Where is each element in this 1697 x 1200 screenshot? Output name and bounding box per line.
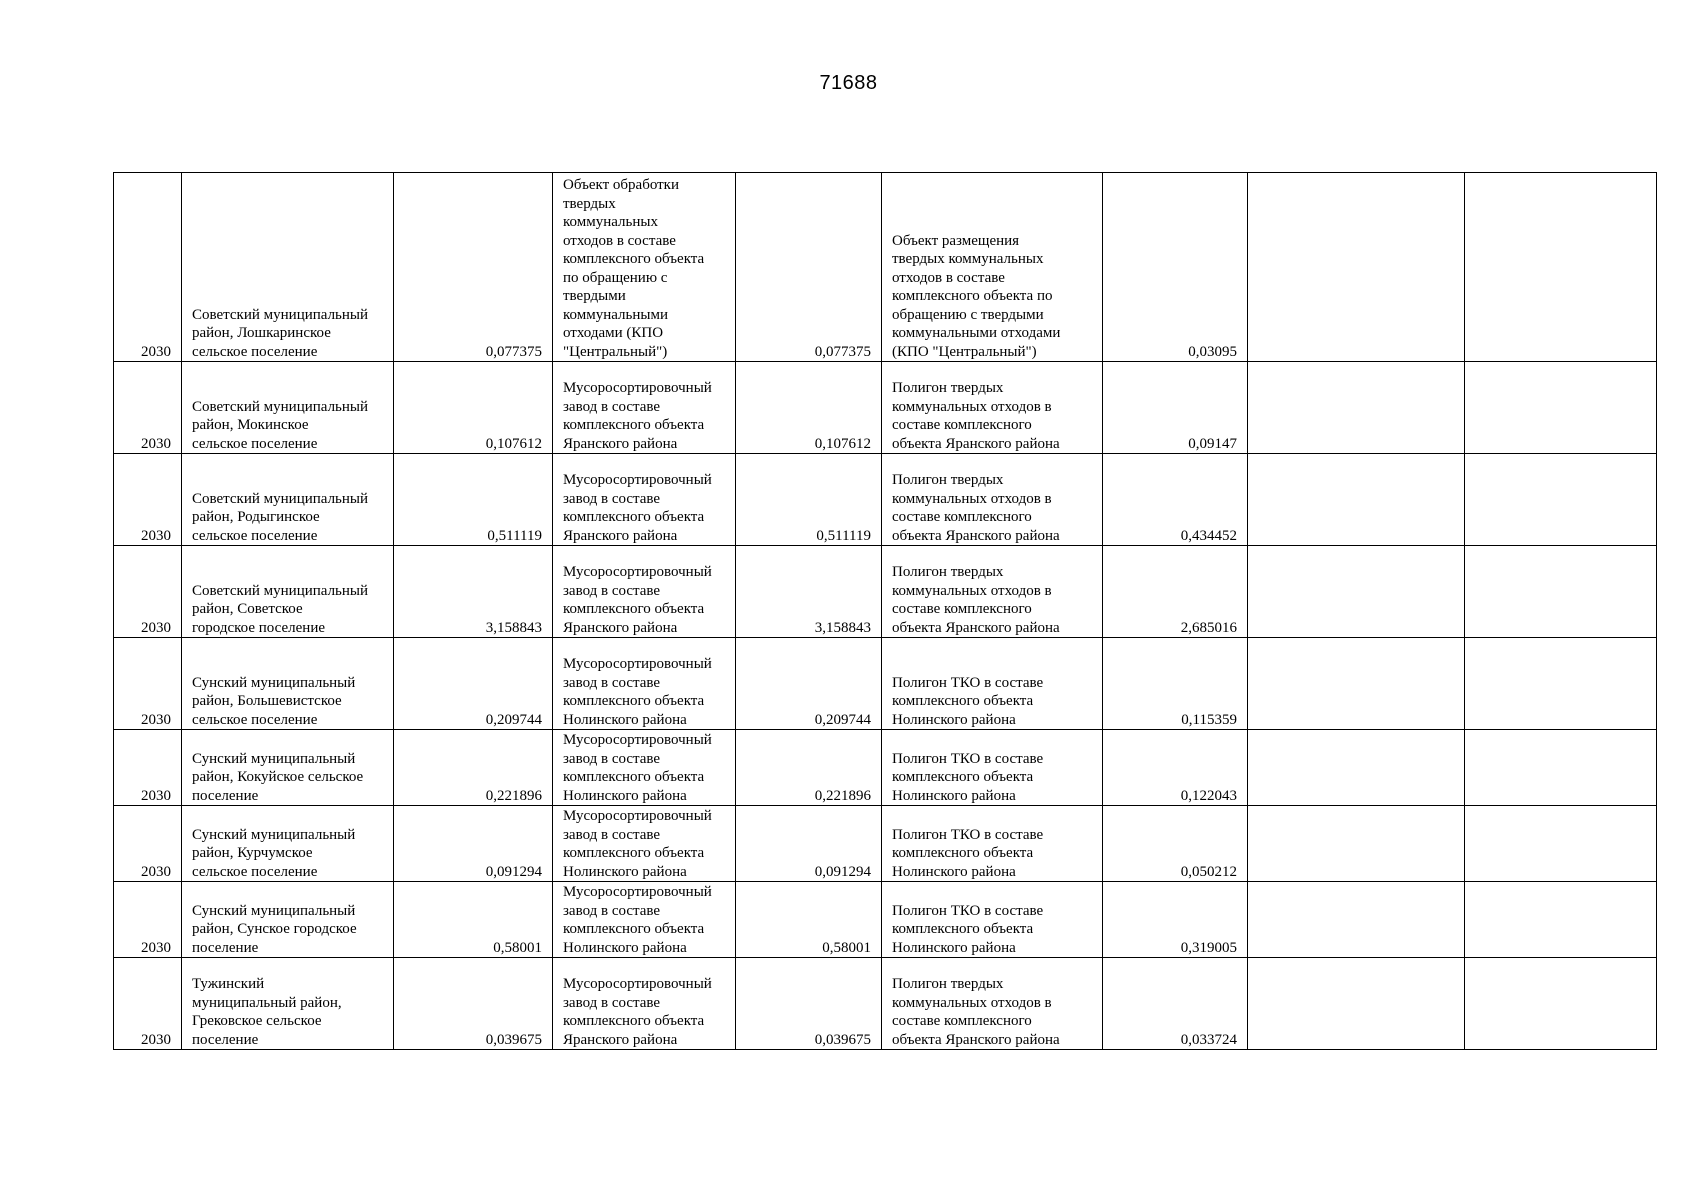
volume-cell: 0,58001 <box>394 882 553 958</box>
year-cell: 2030 <box>114 362 182 454</box>
year-cell: 2030 <box>114 882 182 958</box>
processed-volume-cell: 0,039675 <box>736 958 882 1050</box>
disposed-volume-cell: 0,115359 <box>1103 638 1248 730</box>
processing-object-cell: Объект обработки твердых коммунальных отходов в составе комплексного объекта по обращению с твердыми коммунальными отходами (КПО "Центральный") <box>553 173 736 362</box>
processing-object-cell: Мусоросортировочный завод в составе комплексного объекта Нолинского района <box>553 806 736 882</box>
processing-object-cell: Мусоросортировочный завод в составе комплексного объекта Нолинского района <box>553 730 736 806</box>
disposal-object-cell: Объект размещения твердых коммунальных отходов в составе комплексного объекта по обращению с твердыми коммунальными отходами (КПО "Центральный") <box>882 173 1103 362</box>
empty-cell <box>1248 173 1465 362</box>
empty-cell <box>1248 362 1465 454</box>
empty-cell <box>1248 882 1465 958</box>
processing-object-cell: Мусоросортировочный завод в составе комплексного объекта Нолинского района <box>553 638 736 730</box>
disposed-volume-cell: 2,685016 <box>1103 546 1248 638</box>
processed-volume-cell: 0,511119 <box>736 454 882 546</box>
volume-cell: 0,511119 <box>394 454 553 546</box>
processed-volume-cell: 3,158843 <box>736 546 882 638</box>
municipality-cell: Советский муниципальный район, Мокинское сельское поселение <box>182 362 394 454</box>
processed-volume-cell: 0,209744 <box>736 638 882 730</box>
year-cell: 2030 <box>114 638 182 730</box>
empty-cell <box>1248 958 1465 1050</box>
table-row <box>114 638 1657 730</box>
disposed-volume-cell: 0,033724 <box>1103 958 1248 1050</box>
empty-cell <box>1248 730 1465 806</box>
empty-cell <box>1248 454 1465 546</box>
disposed-volume-cell: 0,319005 <box>1103 882 1248 958</box>
disposal-object-cell: Полигон твердых коммунальных отходов в составе комплексного объекта Яранского района <box>882 362 1103 454</box>
municipality-cell: Тужинский муниципальный район, Грековское сельское поселение <box>182 958 394 1050</box>
empty-cell <box>1465 638 1657 730</box>
empty-cell <box>1465 454 1657 546</box>
processing-object-cell: Мусоросортировочный завод в составе комплексного объекта Нолинского района <box>553 882 736 958</box>
processing-object-cell: Мусоросортировочный завод в составе комплексного объекта Яранского района <box>553 958 736 1050</box>
empty-cell <box>1248 638 1465 730</box>
table-row <box>114 173 1657 362</box>
empty-cell <box>1248 546 1465 638</box>
municipality-cell: Сунский муниципальный район, Сунское городское поселение <box>182 882 394 958</box>
disposed-volume-cell: 0,050212 <box>1103 806 1248 882</box>
disposal-object-cell: Полигон твердых коммунальных отходов в составе комплексного объекта Яранского района <box>882 546 1103 638</box>
municipality-cell: Сунский муниципальный район, Большевистское сельское поселение <box>182 638 394 730</box>
disposed-volume-cell: 0,434452 <box>1103 454 1248 546</box>
empty-cell <box>1465 806 1657 882</box>
disposed-volume-cell: 0,09147 <box>1103 362 1248 454</box>
disposal-object-cell: Полигон твердых коммунальных отходов в составе комплексного объекта Яранского района <box>882 454 1103 546</box>
table-row <box>114 362 1657 454</box>
year-cell: 2030 <box>114 806 182 882</box>
table-row <box>114 882 1657 958</box>
municipality-cell: Советский муниципальный район, Лошкаринское сельское поселение <box>182 173 394 362</box>
table-row <box>114 958 1657 1050</box>
volume-cell: 0,209744 <box>394 638 553 730</box>
disposal-object-cell: Полигон твердых коммунальных отходов в составе комплексного объекта Яранского района <box>882 958 1103 1050</box>
empty-cell <box>1465 173 1657 362</box>
disposed-volume-cell: 0,03095 <box>1103 173 1248 362</box>
volume-cell: 0,077375 <box>394 173 553 362</box>
processed-volume-cell: 0,221896 <box>736 730 882 806</box>
processed-volume-cell: 0,107612 <box>736 362 882 454</box>
disposal-object-cell: Полигон ТКО в составе комплексного объекта Нолинского района <box>882 730 1103 806</box>
table-row <box>114 806 1657 882</box>
volume-cell: 0,039675 <box>394 958 553 1050</box>
processing-object-cell: Мусоросортировочный завод в составе комплексного объекта Яранского района <box>553 546 736 638</box>
processing-object-cell: Мусоросортировочный завод в составе комплексного объекта Яранского района <box>553 454 736 546</box>
volume-cell: 0,091294 <box>394 806 553 882</box>
table-row <box>114 730 1657 806</box>
empty-cell <box>1465 958 1657 1050</box>
empty-cell <box>1465 730 1657 806</box>
municipality-cell: Сунский муниципальный район, Курчумское сельское поселение <box>182 806 394 882</box>
municipality-cell: Советский муниципальный район, Советское городское поселение <box>182 546 394 638</box>
volume-cell: 3,158843 <box>394 546 553 638</box>
year-cell: 2030 <box>114 958 182 1050</box>
year-cell: 2030 <box>114 173 182 362</box>
waste-flow-table <box>113 172 1657 1050</box>
disposed-volume-cell: 0,122043 <box>1103 730 1248 806</box>
disposal-object-cell: Полигон ТКО в составе комплексного объекта Нолинского района <box>882 638 1103 730</box>
disposal-object-cell: Полигон ТКО в составе комплексного объекта Нолинского района <box>882 806 1103 882</box>
volume-cell: 0,221896 <box>394 730 553 806</box>
empty-cell <box>1248 806 1465 882</box>
year-cell: 2030 <box>114 730 182 806</box>
table-row <box>114 454 1657 546</box>
processed-volume-cell: 0,077375 <box>736 173 882 362</box>
disposal-object-cell: Полигон ТКО в составе комплексного объекта Нолинского района <box>882 882 1103 958</box>
empty-cell <box>1465 882 1657 958</box>
table-row <box>114 546 1657 638</box>
processed-volume-cell: 0,58001 <box>736 882 882 958</box>
processing-object-cell: Мусоросортировочный завод в составе комплексного объекта Яранского района <box>553 362 736 454</box>
year-cell: 2030 <box>114 454 182 546</box>
year-cell: 2030 <box>114 546 182 638</box>
municipality-cell: Советский муниципальный район, Родыгинское сельское поселение <box>182 454 394 546</box>
processed-volume-cell: 0,091294 <box>736 806 882 882</box>
municipality-cell: Сунский муниципальный район, Кокуйское сельское поселение <box>182 730 394 806</box>
page-number: 71688 <box>819 72 878 94</box>
empty-cell <box>1465 362 1657 454</box>
volume-cell: 0,107612 <box>394 362 553 454</box>
empty-cell <box>1465 546 1657 638</box>
